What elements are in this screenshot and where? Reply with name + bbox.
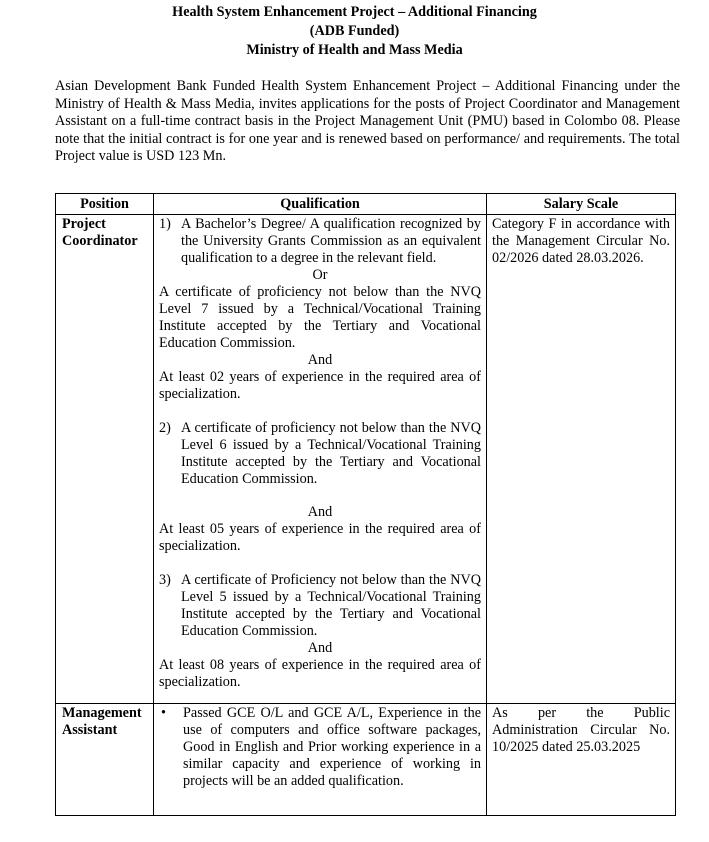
salary-cell: As per the Public Administration Circular No. 10/2025 dated 25.03.2025 <box>487 704 676 816</box>
header-ministry: Ministry of Health and Mass Media <box>246 42 463 58</box>
option-number: 3) <box>159 572 171 588</box>
option-number: 2) <box>159 420 171 436</box>
option-text: A Bachelor’s Degree/ A qualification recognized by the University Grants Commission as an equivalent qualification to a degree in the relevant field. <box>181 216 481 266</box>
qualification-option-1 <box>159 216 481 267</box>
bullet-icon: • <box>161 705 166 721</box>
and-label: And <box>307 504 333 520</box>
and-label: And <box>307 352 333 368</box>
qualification-cell <box>154 704 487 816</box>
option-text: A certificate of proficiency not below than the NVQ Level 6 issued by a Technical/Vocational Training Institute accepted by the Tertiary and Vocational Education Commission. <box>181 420 481 487</box>
option-text: A certificate of Proficiency not below than the NVQ Level 5 issued by a Technical/Vocational Training Institute accepted by the Tertiary and Vocational Education Commission. <box>181 572 481 639</box>
column-header-salary: Salary Scale <box>487 194 676 215</box>
experience-text: At least 08 years of experience in the required area of specialization. <box>159 657 481 690</box>
qualification-option-3 <box>159 572 481 640</box>
table-row <box>56 704 676 816</box>
table-header-row <box>56 194 676 215</box>
column-header-position: Position <box>56 194 154 215</box>
position-cell: Project Coordinator <box>56 215 154 704</box>
table-row <box>56 215 676 704</box>
header-funding: (ADB Funded) <box>309 23 400 39</box>
vacancy-table <box>55 193 676 816</box>
qualification-bullet-item <box>159 705 481 790</box>
column-header-qualification: Qualification <box>154 194 487 215</box>
alternative-text: A certificate of proficiency not below than the NVQ Level 7 issued by a Technical/Vocational Training Institute accepted by the Tertiary and Vocational Education Commission. <box>159 284 481 351</box>
qualification-option-2 <box>159 420 481 488</box>
position-cell: Management Assistant <box>56 704 154 816</box>
experience-text: At least 05 years of experience in the required area of specialization. <box>159 521 481 554</box>
or-label: Or <box>312 267 328 283</box>
header-project-title: Health System Enhancement Project – Additional Financing <box>172 4 537 20</box>
bullet-text: Passed GCE O/L and GCE A/L, Experience in the use of computers and office software packages, Good in English and Prior working experience in a similar capacity and experience of working in projects will be an added qualification. <box>183 705 481 789</box>
salary-cell: Category F in accordance with the Management Circular No. 02/2026 dated 28.03.2026. <box>487 215 676 704</box>
and-label: And <box>307 640 333 656</box>
qualification-cell <box>154 215 487 704</box>
experience-text: At least 02 years of experience in the required area of specialization. <box>159 369 481 402</box>
option-number: 1) <box>159 216 171 232</box>
document-header <box>0 3 709 60</box>
intro-paragraph: Asian Development Bank Funded Health System Enhancement Project – Additional Financing under the Ministry of Health & Mass Media, invites applications for the posts of Project Coordinator and Management Assistant on a full-time contract basis in the Project Management Unit (PMU) based in Colombo 08. Please note that the initial contract is for one year and is renewed based on performance/ and requirements. The total Project value is USD 123 Mn. <box>55 78 680 164</box>
